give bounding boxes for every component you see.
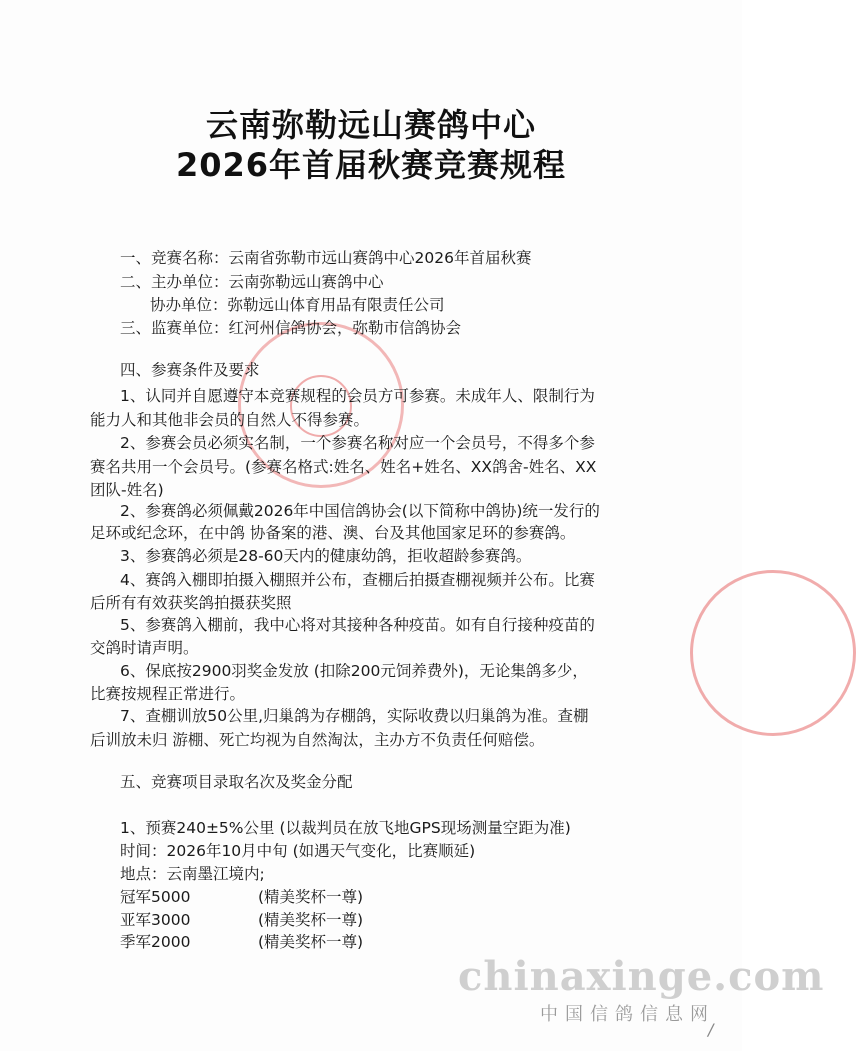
prize-second-trophy: (精美奖杯一尊) (258, 911, 364, 929)
rule-4: 3、参赛鸽必须是28-60天内的健康幼鸽，拒收超龄参赛鸽。 (120, 547, 532, 565)
rule-6-line-2: 交鸽时请声明。 (90, 639, 199, 657)
title-line-1: 云南弥勒远山赛鸽中心 (205, 106, 536, 144)
rule-1-line-2: 能力人和其他非会员的自然人不得参赛。 (90, 411, 370, 429)
section-5-heading: 五、竞赛项目录取名次及奖金分配 (120, 773, 353, 791)
rule-5-line-1: 4、赛鸽入棚即拍摄入棚照并公布，查棚后拍摄查棚视频并公布。比赛 (120, 571, 595, 589)
prize-first-amount: 冠军5000 (120, 888, 191, 906)
prize-race-distance: 1、预赛240±5%公里 (以裁判员在放飞地GPS现场测量空距为准) (120, 819, 571, 837)
rule-2-line-2: 赛名共用一个会员号。(参赛名格式:姓名、姓名+姓名、XX鸽舍-姓名、XX (90, 458, 597, 476)
prize-third-trophy: (精美奖杯一尊) (258, 933, 364, 951)
rule-3-line-2: 足环或纪念环，在中鸽 协备案的港、澳、台及其他国家足环的参赛鸽。 (90, 524, 576, 542)
prize-first-trophy: (精美奖杯一尊) (258, 888, 364, 906)
section-2-co-organizer: 协办单位：弥勒远山体育用品有限责任公司 (150, 296, 445, 314)
rule-2-line-1: 2、参赛会员必须实名制，一个参赛名称对应一个会员号，不得多个参 (120, 434, 595, 452)
rule-1-line-1: 1、认同并自愿遵守本竞赛规程的会员方可参赛。未成年人、限制行为 (120, 387, 595, 405)
rule-6-line-1: 5、参赛鸽入棚前，我中心将对其接种各种疫苗。如有自行接种疫苗的 (120, 616, 595, 634)
title-line-2: 2026年首届秋赛竞赛规程 (175, 146, 567, 184)
rule-3-line-1: 2、参赛鸽必须佩戴2026年中国信鸽协会(以下简称中鸽协)统一发行的 (120, 502, 600, 520)
rule-8-line-1: 7、查棚训放50公里,归巢鸽为存棚鸽，实际收费以归巢鸽为准。查棚 (120, 707, 589, 725)
section-2-organizer: 二、主办单位：云南弥勒远山赛鸽中心 (120, 273, 384, 291)
rule-5-line-2: 后所有有效获奖鸽拍摄获奖照 (90, 594, 292, 612)
prize-third-amount: 季军2000 (120, 933, 191, 951)
prize-second-amount: 亚军3000 (120, 911, 191, 929)
section-1-event-name: 一、竞赛名称：云南省弥勒市远山赛鸽中心2026年首届秋赛 (120, 249, 532, 267)
rule-7-line-1: 6、保底按2900羽奖金发放 (扣除200元饲养费外)，无论集鸽多少， (120, 662, 588, 680)
rule-7-line-2: 比赛按规程正常进行。 (90, 685, 246, 703)
prize-race-time: 时间：2026年10月中旬 (如遇天气变化，比赛顺延) (120, 842, 476, 860)
section-4-heading: 四、参赛条件及要求 (120, 361, 260, 379)
watermark-site-name: 中国信鸽信息网 (540, 1004, 715, 1025)
red-seal-stamp-edge (690, 570, 856, 736)
section-3-supervisor: 三、监赛单位：红河州信鸽协会，弥勒市信鸽协会 (120, 319, 462, 337)
rule-2-line-3: 团队-姓名) (90, 481, 164, 499)
watermark-domain: chinaxinge.com (458, 953, 825, 1000)
page-mark: / (708, 1020, 714, 1039)
prize-race-location: 地点：云南墨江境内; (120, 865, 265, 883)
rule-8-line-2: 后训放未归 游棚、死亡均视为自然淘汰，主办方不负责任何赔偿。 (90, 731, 545, 749)
